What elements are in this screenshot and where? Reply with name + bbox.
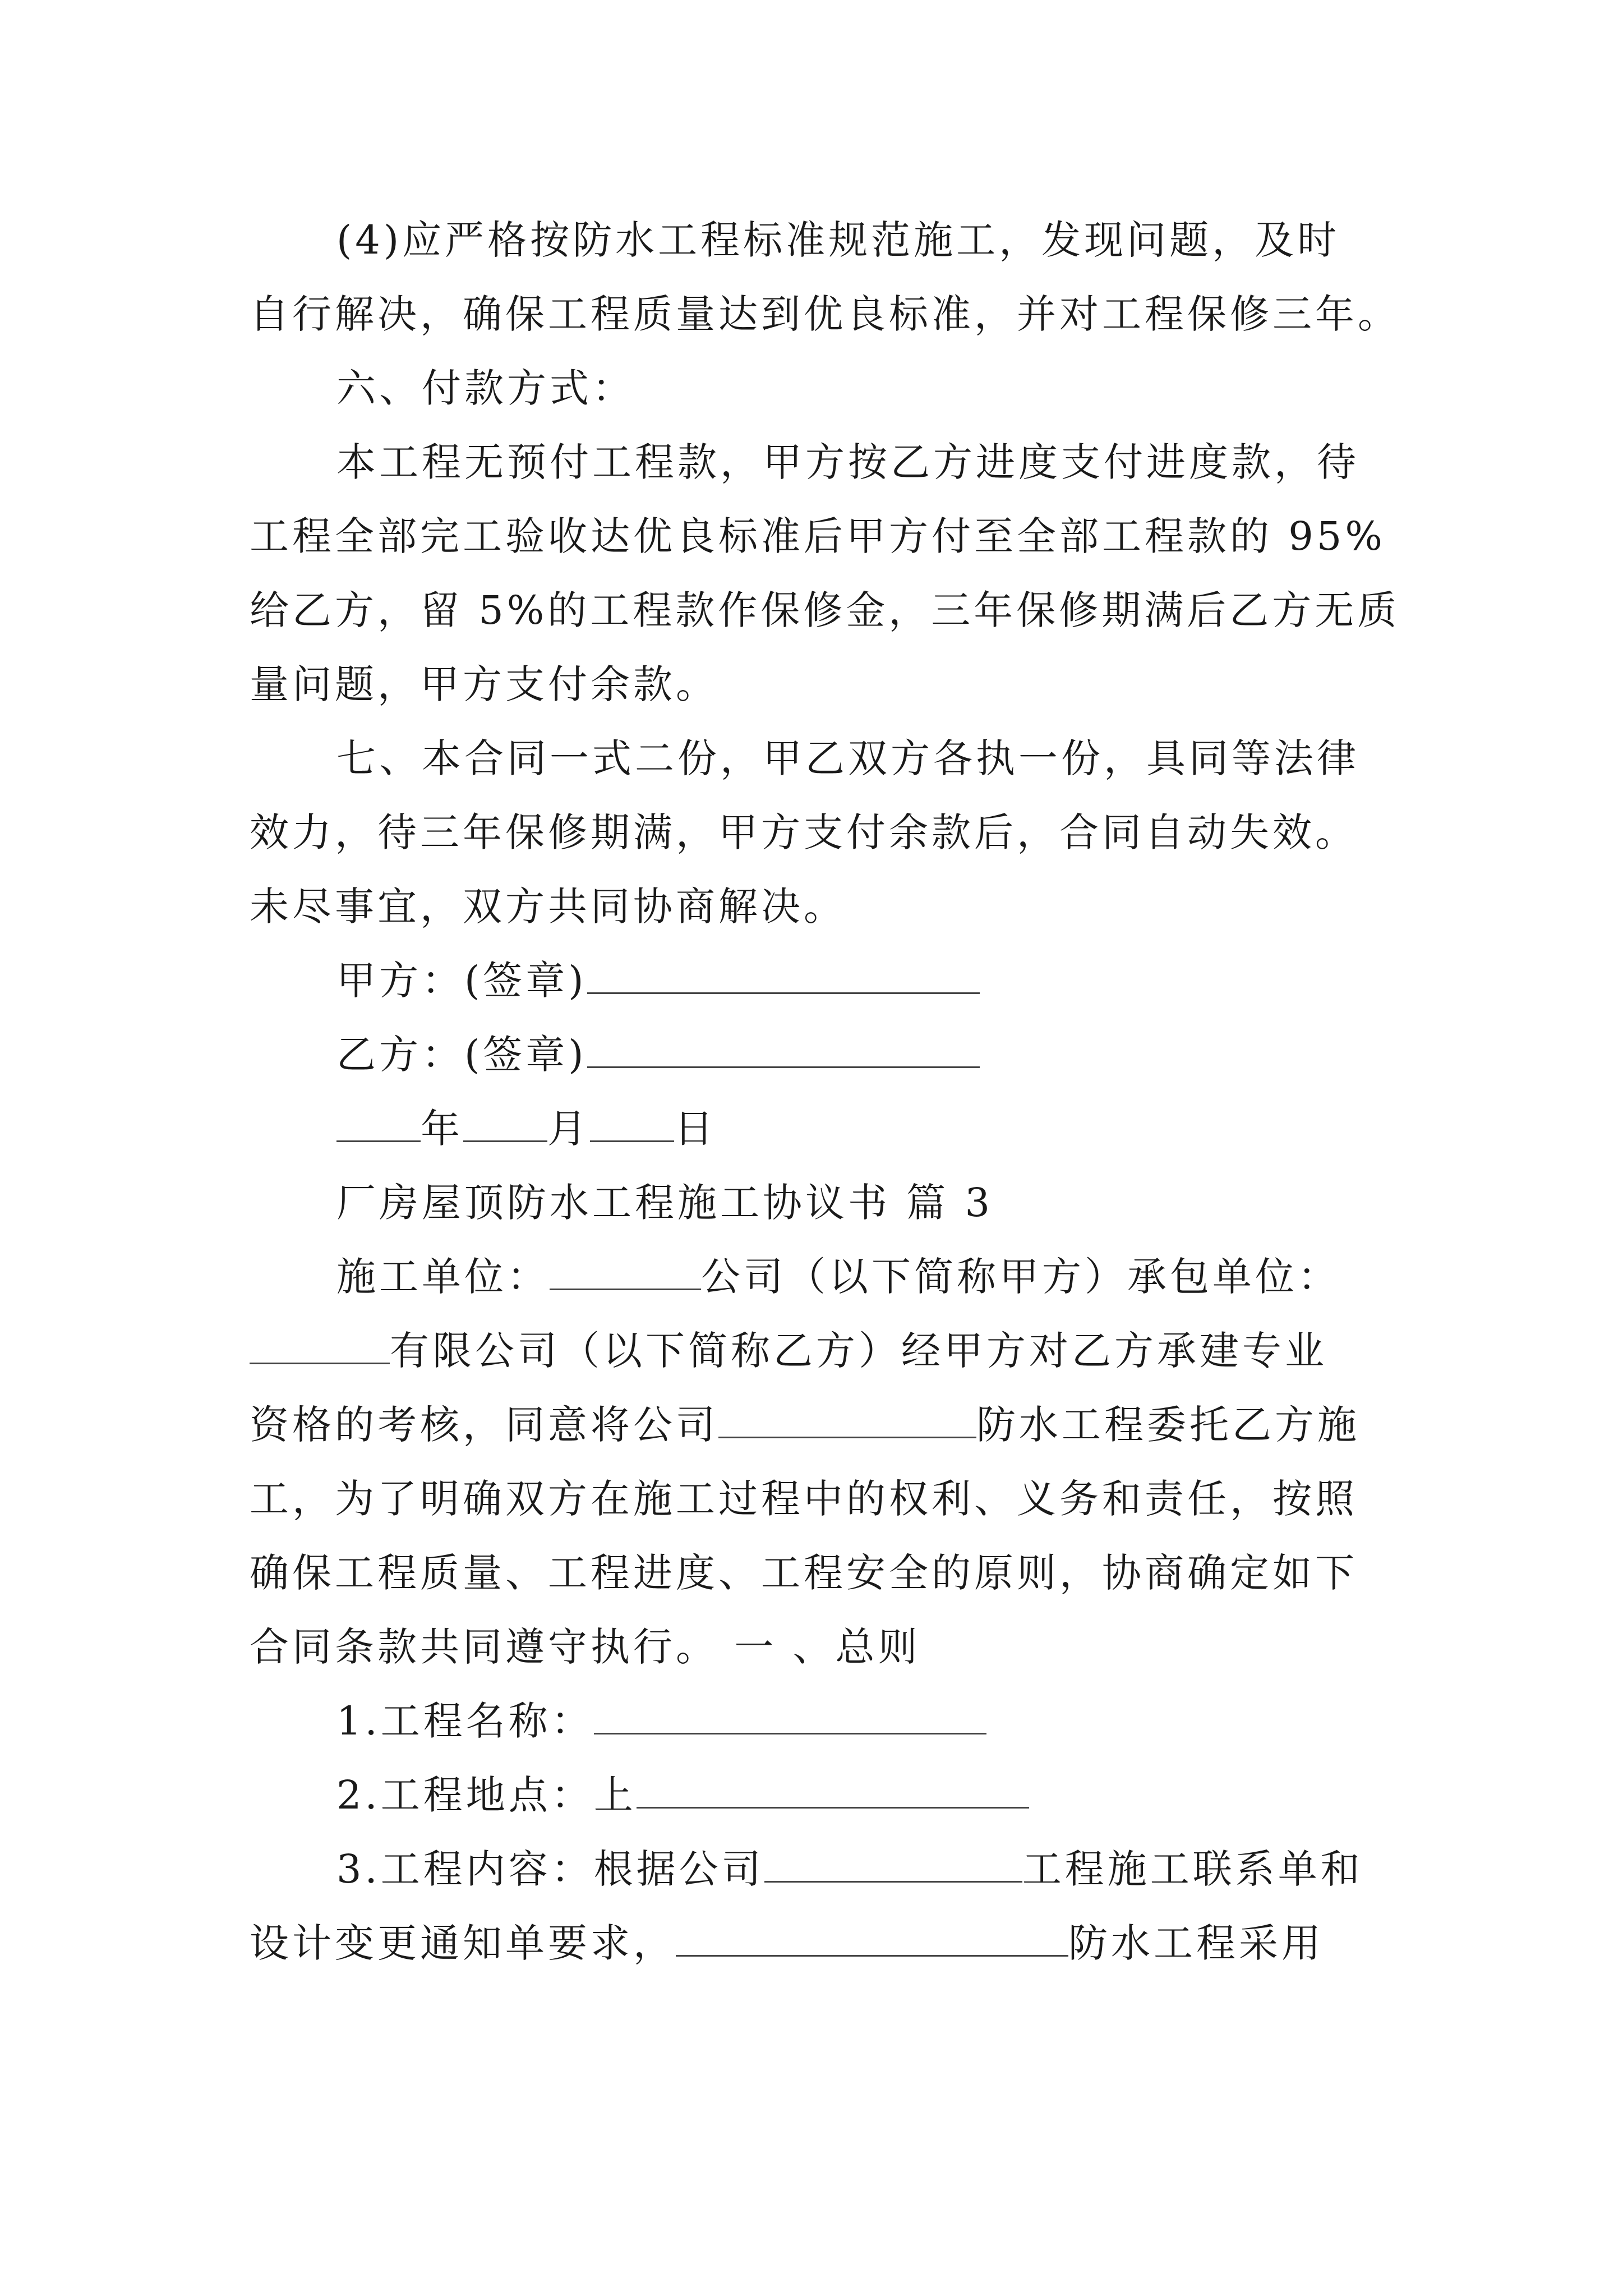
company-blank [550,1254,701,1290]
line-text: 确保工程质量、工程进度、工程安全的原则，协商确定如下 [250,1550,1358,1596]
line-text: 防水工程采用 [1068,1920,1324,1966]
line-text: 合同条款共同遵守执行。 一 、总则 [250,1624,921,1670]
line-text: 乙方：(签章) [336,1032,587,1078]
line-text: 3.工程内容：根据公司 [336,1846,764,1892]
month-blank [463,1106,547,1142]
party-b-signature-line [336,1027,980,1083]
text-line [336,434,1359,490]
line-text: 甲方：(签章) [336,958,587,1004]
line-text: 厂房屋顶防水工程施工协议书 篇 3 [336,1180,994,1226]
line-text: 给乙方，留 5%的工程款作保修金，三年保修期满后乙方无质 [250,587,1400,633]
day-blank [590,1106,674,1142]
project-location-line [336,1767,1029,1823]
day-label: 日 [674,1106,717,1152]
line-text: 施工单位： [336,1254,550,1300]
year-label: 年 [421,1106,463,1152]
signature-blank [587,958,980,994]
line-text: 资格的考核，同意将公司 [250,1402,718,1448]
text-line [250,1397,1360,1453]
project-content-line [336,1841,1363,1897]
text-line [250,1471,1358,1527]
text-line [336,212,1340,268]
line-text: 本工程无预付工程款，甲方按乙方进度支付进度款，待 [336,439,1359,485]
text-line [250,508,1386,564]
line-text: 六、付款方式： [336,365,635,411]
text-line [336,730,1359,786]
line-text: 有限公司（以下简称乙方）经甲方对乙方承建专业 [390,1328,1327,1374]
signature-blank [587,1032,980,1068]
line-text: (4)应严格按防水工程标准规范施工，发现问题，及时 [336,217,1340,263]
contractor-blank [250,1328,390,1364]
project-blank [676,1920,1068,1957]
line-text: 1.工程名称： [336,1698,594,1744]
line-text: 七、本合同一式二份，甲乙双方各执一份，具同等法律 [336,735,1359,781]
project-location-blank [637,1772,1029,1809]
project-name-line [336,1693,986,1749]
text-line [250,582,1400,638]
party-a-signature-line [336,953,980,1009]
document-title [336,1175,993,1231]
line-text: 公司（以下简称甲方）承包单位： [701,1254,1340,1300]
text-line [250,878,846,935]
text-line [250,1915,1324,1971]
text-line [250,804,1358,861]
text-line [250,1545,1358,1601]
line-text: 自行解决，确保工程质量达到优良标准，并对工程保修三年。 [250,291,1400,337]
text-line [336,1249,1340,1305]
company-project-blank [764,1846,1022,1883]
line-text: 防水工程委托乙方施 [976,1402,1360,1448]
line-text: 工程施工联系单和 [1022,1846,1363,1892]
text-line [250,1323,1327,1379]
month-label: 月 [547,1106,590,1152]
date-line [336,1101,717,1157]
line-text: 量问题，甲方支付余款。 [250,661,718,707]
line-text: 2.工程地点：上 [336,1772,637,1818]
line-text: 工，为了明确双方在施工过程中的权利、义务和责任，按照 [250,1476,1358,1522]
text-line [250,1619,921,1675]
project-blank [718,1402,976,1438]
text-line [250,656,718,712]
year-blank [336,1106,421,1142]
line-text: 工程全部完工验收达优良标准后甲方付至全部工程款的 95% [250,513,1386,559]
line-text: 效力，待三年保修期满，甲方支付余款后，合同自动失效。 [250,809,1358,855]
project-name-blank [594,1698,986,1734]
line-text: 设计变更通知单要求， [250,1920,676,1966]
line-text: 未尽事宜，双方共同协商解决。 [250,884,846,930]
text-line [250,286,1400,342]
section-heading [336,360,635,416]
